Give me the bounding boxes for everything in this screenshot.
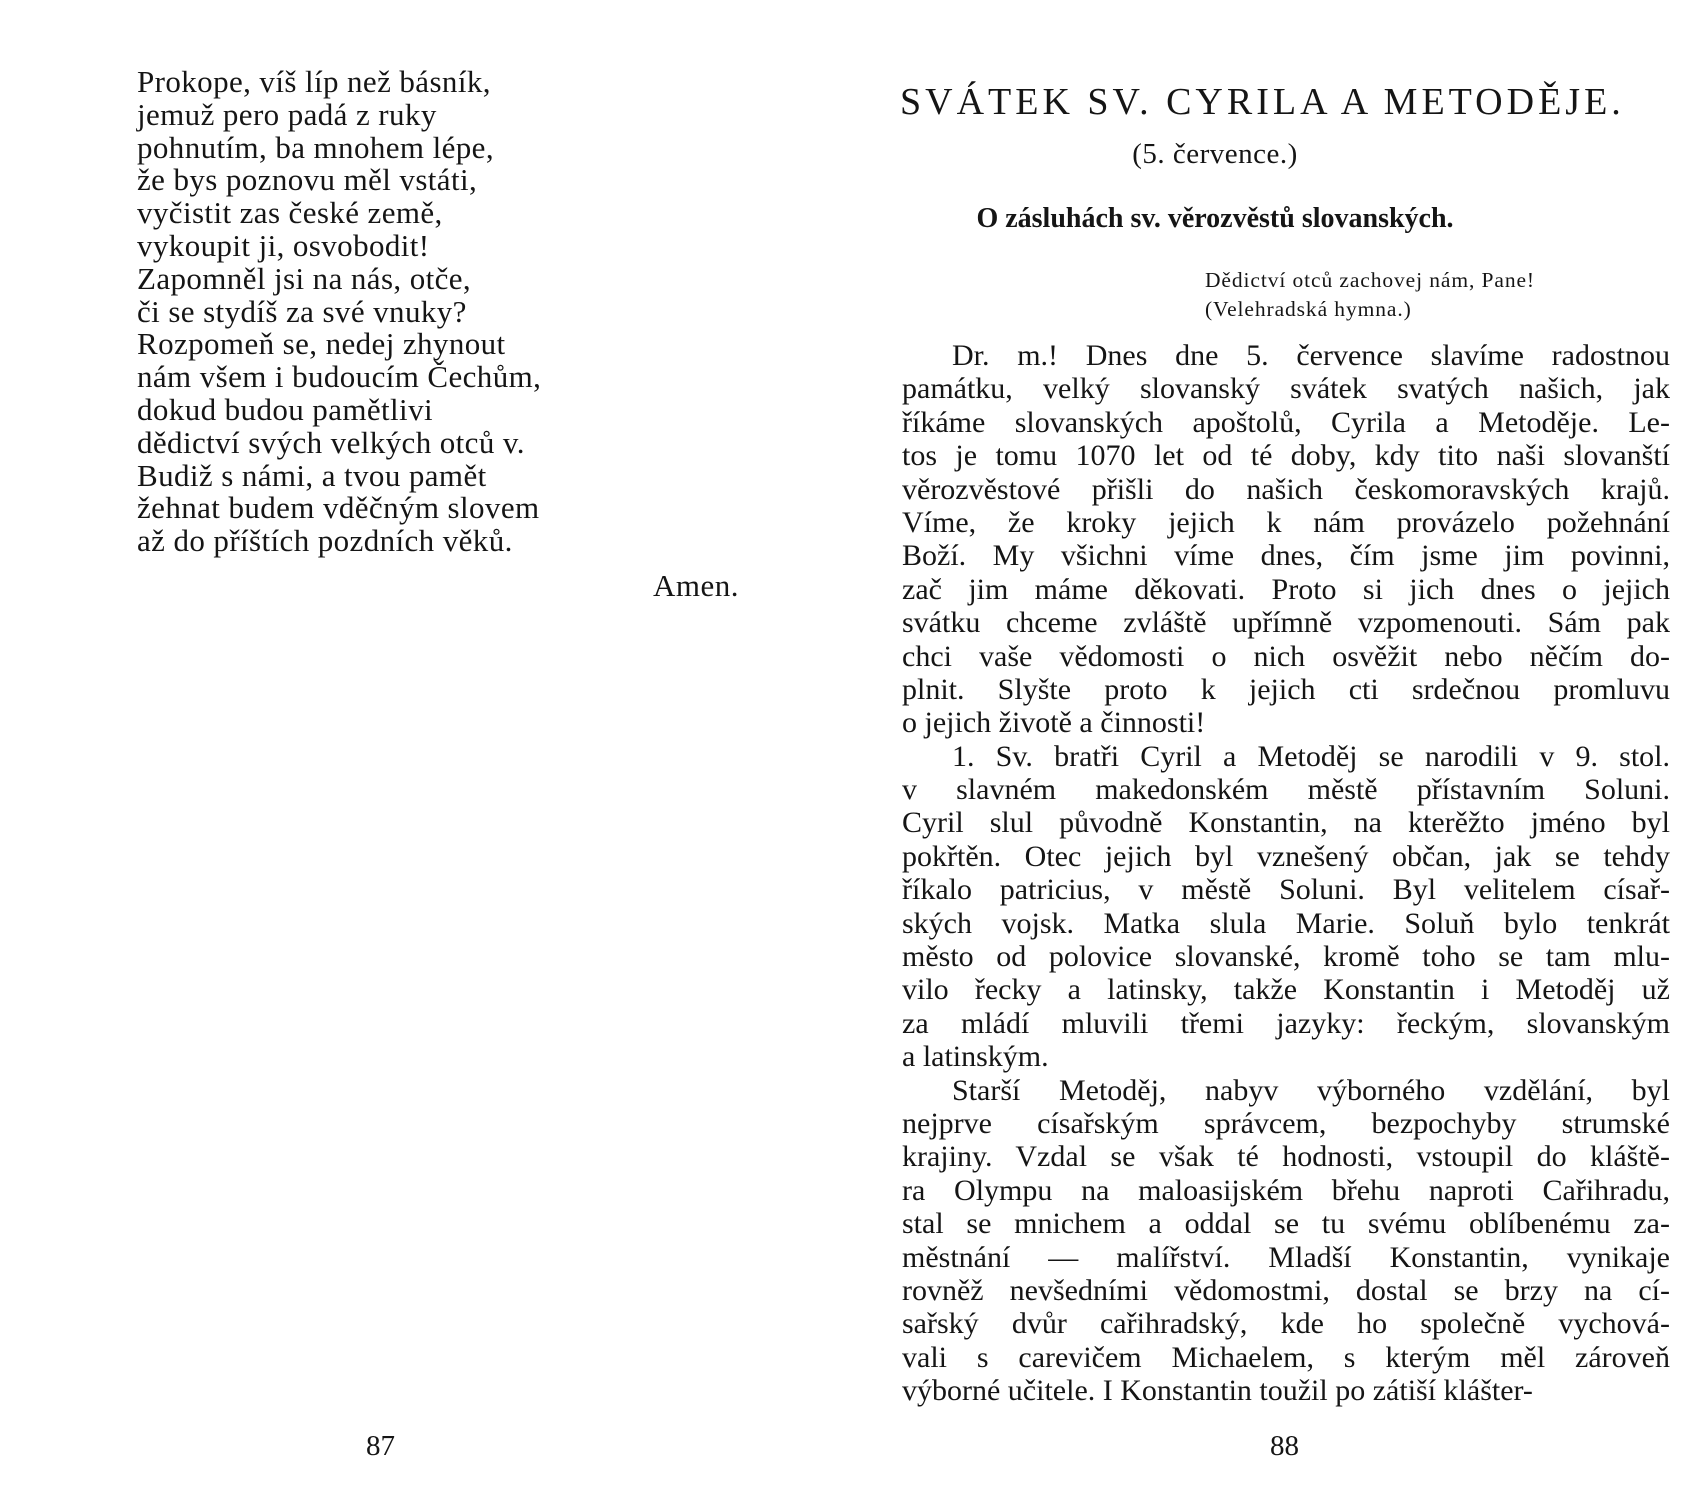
text-line: říkalo patricius, v městě Soluni. Byl velitelem císař- xyxy=(902,873,1670,907)
text-line: zač jim máme děkovati. Proto si jich dnes o jejich xyxy=(902,572,1670,606)
page-number: 88 xyxy=(1270,1430,1299,1462)
page-number: 87 xyxy=(366,1430,395,1462)
poem-line: Prokope, víš líp než básník, xyxy=(137,64,491,99)
poem-line: Zapomněl jsi na nás, otče, xyxy=(137,260,472,296)
poem-line: dokud budou pamětlivi xyxy=(137,391,433,427)
left-page xyxy=(0,0,800,1500)
poem-line: žehnat budem vděčným slovem xyxy=(137,490,540,526)
paragraph xyxy=(902,339,1670,740)
text-line: nejprve císařským správcem, bezpochyby strumské xyxy=(902,1106,1670,1140)
closing-amen: Amen. xyxy=(653,568,740,603)
poem-line: dědictví svých velkých otců v. xyxy=(137,424,525,460)
poem xyxy=(137,66,737,558)
poem-line: jemuž pero padá z ruky xyxy=(137,96,437,132)
text-line: rovněž nevšedními vědomostmi, dostal se brzy na cí- xyxy=(902,1273,1670,1307)
text-line: 1. Sv. bratři Cyril a Metoděj se narodili v 9. stol. xyxy=(952,739,1670,773)
epigraph-text: Dědictví otců zachovej nám, Pane! xyxy=(1205,268,1535,292)
text-line: vali s carevičem Michaelem, s kterým měl zároveň xyxy=(902,1340,1670,1374)
text-line: plnit. Slyšte proto k jejich cti srdečnou promluvu xyxy=(902,672,1670,706)
text-line: ra Olympu na maloasijském břehu naproti Cařihradu, xyxy=(902,1173,1670,1207)
text-line: říkáme slovanských apoštolů, Cyrila a Metoděje. Le- xyxy=(902,405,1670,439)
poem-line: až do příštích pozdních věků. xyxy=(137,523,513,559)
text-line: krajiny. Vzdal se však té hodnosti, vstoupil do kláště- xyxy=(902,1140,1670,1174)
feast-date: (5. července.) xyxy=(1132,138,1298,170)
poem-line: nám všem i budoucím Čechům, xyxy=(137,359,542,395)
text-line: za mládí mluvili třemi jazyky: řeckým, slovanským xyxy=(902,1006,1670,1040)
text-line: pokřtěn. Otec jejich byl vznešený občan, jak se tehdy xyxy=(902,839,1670,873)
text-line: chci vaše vědomosti o nich osvěžit nebo něčím do- xyxy=(902,639,1670,673)
sermon-subtitle: O zásluhách sv. věrozvěstů slovanských. xyxy=(976,203,1454,234)
text-line: město od polovice slovanské, kromě toho se tam mlu- xyxy=(902,940,1670,974)
text-line: a latinským. xyxy=(902,1040,1049,1074)
poem-line: či se stydíš za své vnuky? xyxy=(137,293,467,329)
epigraph xyxy=(1205,266,1535,324)
poem-line: Rozpomeň se, nedej zhynout xyxy=(137,326,506,362)
poem-line: Budiž s námi, a tvou pamět xyxy=(137,457,487,493)
poem-line: vykoupit ji, osvobodit! xyxy=(137,227,430,263)
right-page xyxy=(850,0,1706,1500)
text-line: o jejich životě a činnosti! xyxy=(902,706,1206,740)
text-line: vilo řecky a latinsky, takže Konstantin i Metoděj už xyxy=(902,973,1670,1007)
text-line: Dr. m.! Dnes dne 5. července slavíme radostnou xyxy=(952,339,1670,372)
text-line: městnání — malířství. Mladší Konstantin, vynikaje xyxy=(902,1240,1670,1274)
poem-line: že bys poznovu měl vstáti, xyxy=(137,162,478,198)
text-line: výborné učitele. I Konstantin toužil po zátiší klášter- xyxy=(902,1374,1533,1408)
text-line: tos je tomu 1070 let od té doby, kdy tito naši slovanští xyxy=(902,439,1670,473)
epigraph-source: (Velehradská hymna.) xyxy=(1205,297,1412,321)
text-line: svátku chceme zvláště upřímně vzpomenouti. Sám pak xyxy=(902,606,1670,640)
poem-line: pohnutím, ba mnohem lépe, xyxy=(137,129,494,165)
chapter-title: SVÁTEK SV. CYRILA A METODĚJE. xyxy=(900,81,1625,123)
text-line: Cyril slul původně Konstantin, na kterěžto jméno byl xyxy=(902,806,1670,840)
text-line: sařský dvůr cařihradský, kde ho společně vychová- xyxy=(902,1307,1670,1341)
text-line: Starší Metoděj, nabyv výborného vzdělání, byl xyxy=(952,1073,1670,1107)
text-line: v slavném makedonském městě přístavním Soluni. xyxy=(902,773,1670,807)
text-line: ských vojsk. Matka slula Marie. Soluň bylo tenkrát xyxy=(902,906,1670,940)
sermon-body xyxy=(902,339,1670,1408)
poem-line: vyčistit zas české země, xyxy=(137,195,443,231)
text-line: památku, velký slovanský svátek svatých našich, jak xyxy=(902,372,1670,406)
text-line: věrozvěstové přišli do našich českomoravských krajů. xyxy=(902,472,1670,506)
text-line: Boží. My všichni víme dnes, čím jsme jim povinni, xyxy=(902,539,1670,573)
paragraph xyxy=(902,740,1670,1074)
text-line: stal se mnichem a oddal se tu svému oblíbenému za- xyxy=(902,1207,1670,1241)
text-line: Víme, že kroky jejich k nám provázelo požehnání xyxy=(902,505,1670,539)
paragraph xyxy=(902,1074,1670,1408)
